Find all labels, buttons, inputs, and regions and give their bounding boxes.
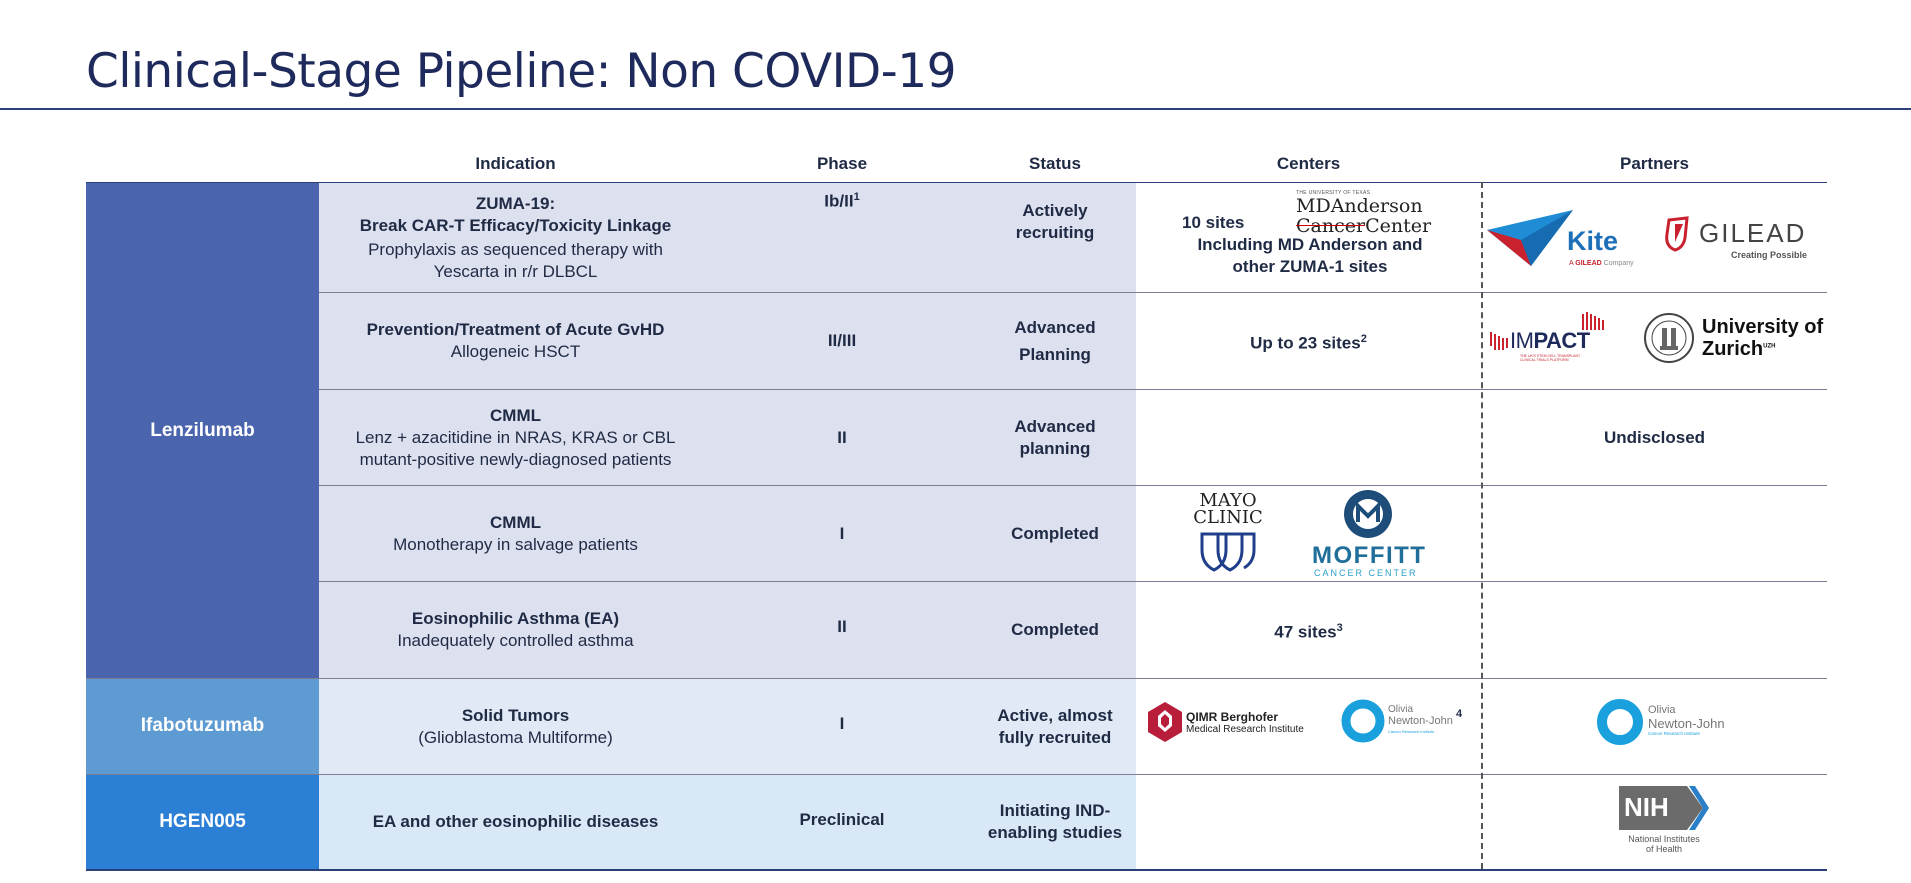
mayo-shields-icon [1198,530,1258,576]
row5-centers-text: 47 sites [1274,622,1337,642]
moffitt-logo [1310,488,1430,578]
impact-wordmark-a: IM [1510,328,1534,353]
row5-centers [1136,582,1481,678]
row7-phase: Preclinical [799,810,885,829]
kite-sub-gilead: GILEAD [1575,260,1602,267]
partners-dashed-divider [1481,182,1483,869]
drug-lenzilumab: Lenzilumab [86,183,319,678]
row2-centers [1136,293,1481,389]
row3-status-text: Advanced planning [1014,416,1096,458]
row2-status [975,293,1135,389]
row7-indication: EA and other eosinophilic diseases [372,812,659,831]
row5-status: Completed [1011,620,1099,639]
uzh-superscript: UZH [1763,343,1776,350]
onj-centers-line1: Olivia [1388,704,1414,715]
impact-logo [1490,312,1630,368]
row1-centers-detail: Including MD Anderson and other ZUMA-1 sites [1197,235,1423,276]
nih-sub-line2: of Health [1645,844,1683,854]
row5-phase: II [837,617,847,636]
row1-title-1: ZUMA-19: [475,194,556,213]
row7-status-text: Initiating IND-enabling studies [987,801,1123,842]
impact-subtitle: THE UK'S STEM CELL TRANSPLANT CLINICAL TRIALS PLATFORM [1520,354,1581,362]
row6-centers-footnote: 4 [1456,708,1463,720]
onj-centers-line2: Newton-John [1388,715,1453,727]
md-anderson-logo-name: MDAnderson [1296,195,1423,217]
row5-indication [319,582,712,678]
row2-centers-text: Up to 23 sites [1250,333,1361,353]
row1-phase-footnote: 1 [853,191,860,203]
onj-logo-partners [1596,698,1736,748]
row1-phase-text: Ib/II [824,191,854,211]
impact-wordmark-b: PACT [1533,328,1590,353]
nih-wordmark: NIH [1624,792,1669,822]
mayo-line2: CLINIC [1193,507,1263,528]
row1-title-2: Break CAR-T Efficacy/Toxicity Linkage [359,216,672,235]
gilead-tagline: Creating Possible [1731,250,1808,260]
kite-sub-a: A [1569,260,1574,267]
onj-ring-icon [1596,698,1644,746]
qimr-line2: Medical Research Institute [1186,724,1304,735]
row2-indication [319,293,712,389]
kite-wordmark: Kite [1567,226,1619,256]
row2-phase: II/III [827,331,857,350]
kite-logo [1487,206,1657,276]
uzh-logo [1643,312,1828,368]
md-anderson-logo-center: Center [1365,215,1432,237]
title-divider [0,108,1911,110]
header-indication: Indication [475,154,556,173]
onj-partners-line1: Olivia [1648,704,1676,716]
onj-partners-sub: Cancer Research Institute [1648,731,1701,736]
md-anderson-logo-small-text: THE UNIVERSITY OF TEXAS [1296,190,1371,196]
uzh-seal-icon [1643,312,1695,364]
uzh-line2: Zurich [1702,338,1764,360]
moffitt-icon [1342,488,1394,540]
row1-phase [762,186,922,211]
kite-icon [1487,206,1577,270]
row1-status [975,200,1135,276]
row2-centers-footnote: 2 [1360,332,1367,345]
row4-phase: I [839,523,845,543]
drug-hgen005: HGEN005 [86,774,319,869]
kite-sub-company: Company [1603,260,1634,267]
row3-indication [319,390,712,485]
moffitt-subtitle: CANCER CENTER [1314,568,1418,578]
md-anderson-logo [1296,190,1432,237]
gilead-icon [1663,216,1691,252]
row3-partners: Undisclosed [1603,427,1706,447]
nih-logo [1614,786,1714,858]
row2-status-line1: Advanced [1014,318,1096,337]
row6-status [975,679,1135,774]
row6-status-text: Active, almost fully recruited [997,705,1113,747]
header-centers: Centers [1276,154,1341,173]
row1-sub: Prophylaxis as sequenced therapy with Yescarta in r/r DLBCL [368,240,663,281]
onj-logo-centers [1340,698,1465,748]
qimr-line1: QIMR Berghofer [1186,710,1279,724]
row7-status [975,775,1135,869]
qimr-logo [1148,702,1318,746]
row4-status: Completed [1011,523,1099,543]
drug-ifabotuzumab: Ifabotuzumab [86,678,319,774]
row1-centers-sites: 10 sites [1182,213,1245,232]
onj-ring-icon [1340,698,1386,744]
qimr-icon [1148,702,1182,742]
mayo-clinic-logo [1186,492,1276,578]
onj-partners-line2: Newton-John [1648,716,1725,731]
row1-status-text: Actively recruiting [1015,201,1095,242]
row5-title: Eosinophilic Asthma (EA) [411,609,620,628]
table-bottom-rule [86,869,1827,871]
row5-sub: Inadequately controlled asthma [397,631,634,650]
row2-sub: Allogeneic HSCT [450,342,581,361]
uzh-line1: University of [1702,316,1824,338]
row4-indication [319,486,712,581]
md-anderson-logo-cancer: Cancer [1296,215,1366,237]
row1-indication [319,188,712,288]
header-phase: Phase [816,154,868,173]
row3-sub: Lenz + azacitidine in NRAS, KRAS or CBL mutant-positive newly-diagnosed patients [355,427,676,469]
page-title: Clinical-Stage Pipeline: Non COVID-19 [86,44,957,99]
row4-title: CMML [490,512,541,532]
row3-status [975,390,1135,485]
onj-centers-sub: Cancer Research Institute [1388,729,1435,734]
row3-phase: II [837,427,847,447]
moffitt-wordmark: MOFFITT [1312,542,1427,569]
row6-phase: I [839,714,845,733]
row6-indication [319,679,712,774]
row6-title: Solid Tumors [461,705,570,725]
row5-centers-footnote: 3 [1336,621,1343,634]
row4-sub: Monotherapy in salvage patients [393,534,638,554]
gilead-logo [1663,214,1823,264]
nih-sub-line1: National Institutes [1628,834,1700,844]
gilead-wordmark: GILEAD [1699,218,1807,248]
row2-title: Prevention/Treatment of Acute GvHD [366,320,665,339]
mayo-line1: MAYO [1199,490,1257,511]
row6-sub: (Glioblastoma Multiforme) [418,727,613,747]
row2-status-line2: Planning [1019,345,1091,364]
header-partners: Partners [1620,154,1689,173]
row3-title: CMML [490,405,541,425]
header-status: Status [1029,154,1081,173]
